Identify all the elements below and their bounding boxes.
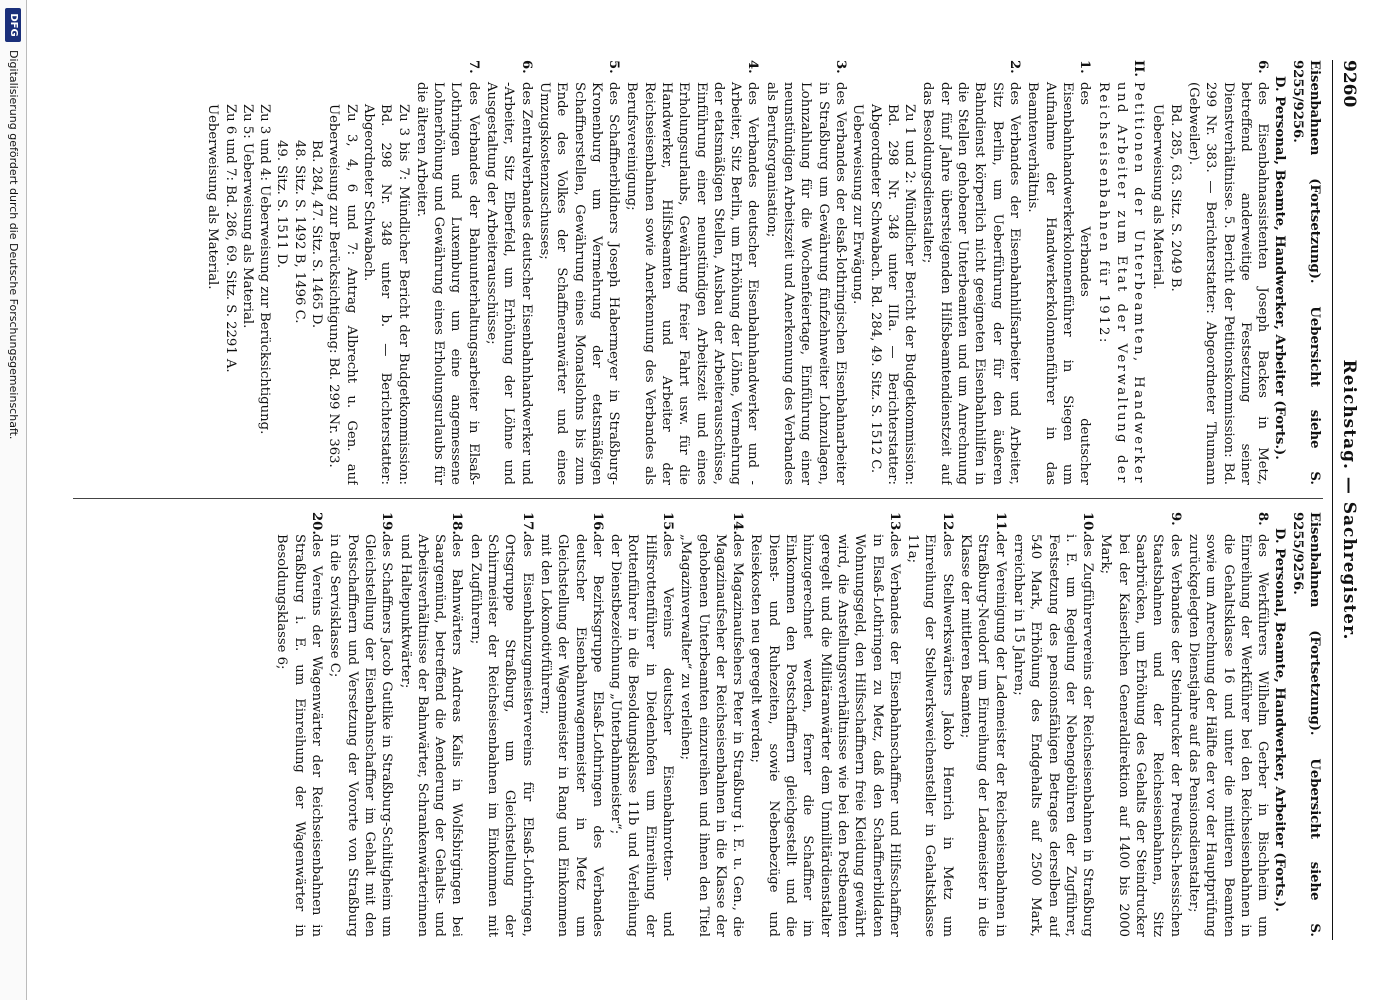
list-item: 20. des Vereins der Wagenwärter der Reichseisenbahnen in Straßburg i. E. um Einreihung der Wagenwärter in Besoldungsklasse 6;	[274, 512, 325, 937]
section-ii-title: II. Petitionen der Unterbeamten, Handwerker und Arbeiter zum Etat der Verwaltung der Reichseisenbahnen für 1912:	[1096, 60, 1147, 485]
section-heading: Eisenbahnen (Fortsetzung). Uebersicht siehe S. 9255/9256.	[1289, 512, 1322, 937]
right-column	[63, 512, 1323, 937]
list-item: 12. des Stellwerkswärters Jakob Henrich in Metz um Einreihung der Stellwerksweichensteller in Gehaltsklasse 11a;	[905, 512, 955, 937]
section-heading: Eisenbahnen (Fortsetzung). Uebersicht siehe S. 9255/9256.	[1289, 60, 1322, 485]
list-item: 13. des Verbandes der Eisenbahnschaffner und Hilfsschaffner in Elsaß-Lothringen zu Metz, daß den Schaffnerbildaten Wohnungsgeld, den Hilfsschaffnern freie Kleidung gewährt wird, die Anstellungsverhältnisse wie bei den Postbeamten geregelt und die Militäranwärter dem Unmilitärdienstalter hinzugerechnet werden, ferner die Schaffner im Einkommen den Postschaffnern gleichgestellt und die Dienst- und Ruhezeiten, sowie Nebenbezüge und Reisekosten neu geregelt werden;	[748, 512, 902, 937]
list-item: 5. des Schaffnerbildners Joseph Habermeyer in Straßburg-Kronenburg um Vermehrung der etatsmäßigen Schaffnerstellen, Gewährung eines Monatslohns bis zum Ende des Volkes der Schaffneranwärter und eines Umzugskostenzuschusses;	[536, 60, 622, 485]
scanned-page	[33, 60, 1363, 940]
reference: Bd. 285, 63. Sitz. S. 2049 B.	[1167, 104, 1183, 292]
section-subheading: D. Personal, Beamte, Handwerker, Arbeiter (Forts.).	[1272, 528, 1288, 912]
decision: Ueberweisung zur Erwägung.	[850, 104, 866, 305]
funding-note: Digitalisierung gefördert durch die Deutsche Forschungsgemeinschaft.	[7, 50, 20, 440]
page-number: 9260	[1339, 60, 1359, 108]
list-item: 19. des Schaffners Jacob Gutlike in Straßburg-Schiltigheim um Gleichstellung der Eisenbahnschaffner im Gehalt mit den Postschaffnern und Versetzung der Vororte von Straßburg in die Servisklasse C;	[327, 512, 395, 937]
reference: 49. Sitz. S. 1511 D.	[274, 140, 290, 269]
funding-footer	[0, 0, 27, 1000]
list-item: 14. des Magazinaufsehers Peter in Straßburg i. E. u. Gen., die Magazinaufseher der Reichseisenbahnen in die Klasse der gehobenen Unterbeamten einzureihen und ihnen den Titel „Magazinverwalter“ zu verleihen;	[678, 512, 746, 937]
reference: Zu 3 bis 7: Mündlicher Bericht der Budgetkommission: Bd. 298 Nr. 348 unter b. — Berichterstatter: Abgeordneter Schwabach.	[360, 104, 411, 485]
reference: Zu 3, 4, 6 und 7: Antrag Albrecht u. Gen. auf Ueberweisung zur Berücksichtigung: Bd. 299 Nr. 363.	[326, 104, 359, 485]
decision: Ueberweisung als Material.	[1150, 104, 1166, 290]
list-item: 15. des Vereins deutscher Eisenbahnrotten- und Hilfsrottenführer in Diedenhofen um Einreihung der Rottenführer in die Besoldungsklasse 11b und Verleihung der Dienstbezeichnung „Unterbahnmeister“;	[608, 512, 676, 937]
reference: Zu 1 und 2: Mündlicher Bericht der Budgetkommission: Bd. 298 Nr. 348 unter IIIa. — Berichterstatter: Abgeordneter Schwabach. Bd. 284, 49. Sitz. S. 1512 C.	[867, 104, 918, 485]
dfg-logo: DFG	[5, 8, 21, 42]
list-item: 6. des Zentralverbandes deutscher Eisenbahnhandwerker und -Arbeiter, Sitz Elberfeld, um Erhöhung der Löhne und Ausgestaltung der Arbeiterausschüsse;	[484, 60, 534, 485]
list-item: 8. des Werkführers Wilhelm Gerber in Bischheim um Einreihung der Werkführer bei den Reichseisenbahnen in die Gehaltsklasse 16 und unter die mittleren Beamten sowie um Anrechnung der Hälfte der vor der Hauptprüfung zurückgelegten Dienstjahre auf das Pensionsdienstalter;	[1185, 512, 1271, 937]
list-item: 1. des Verbandes deutscher Eisenbahnhandwerkerkolonnenführer in Siegen um Aufnahme der Handwerkerkolonnenführer in das Beamtenverhältnis.	[1025, 60, 1093, 485]
list-item: 2. des Verbandes der Eisenbahnhilfsarbeiter und Arbeiter, Sitz Berlin, um Ueberführung der für den äußeren Bahndienst körperlich nicht geeigneten Eisenbahnhilfen in die Stellen gehobener Unterbeamten und um Anrechnung der fünf Jahre übersteigenden Hilfsbeamtendienstzeit auf das Besoldungsdienstalter;	[920, 60, 1022, 485]
list-item: 7. des Verbandes der Bahnunterhaltungsarbeiter in Elsaß-Lothringen und Luxemburg um eine angemessene Lohnerhöhung und Gewährung eines Erholungsurlaubs für die älteren Arbeiter.	[413, 60, 481, 485]
reference: 48. Sitz. S. 1492 B, 1496 C.	[291, 140, 307, 324]
running-head	[1333, 60, 1363, 940]
list-item: 11. der Vereinigung der Lademeister der Reichseisenbahnen in Straßburg-Neudorf um Einreihung der Lademeister in die Klasse der mittleren Beamten;	[958, 512, 1008, 937]
decision: Ueberweisung als Material.	[205, 104, 221, 290]
list-item: 10. des Zugführervereins der Reichseisenbahnen in Straßburg i. E. um Regelung der Nebengebühren der Zugführer, Festsetzung des pensionsfähigen Betrages derselben auf 540 Mark, Erhöhung des Endgehalts auf 2500 Mark, erreichbar in 15 Jahren;	[1010, 512, 1096, 937]
decision: Zu 3 und 4: Ueberweisung zur Berücksichtigung.	[257, 104, 273, 435]
section-subheading: D. Personal, Beamte, Handwerker, Arbeiter (Forts.).	[1272, 76, 1288, 460]
reference: Bd. 284, 47. Sitz. S. 1465 D.	[309, 140, 325, 329]
decision: Zu 6 und 7: Bd. 286, 69. Sitz. S. 2291 A.	[222, 104, 238, 373]
list-item: 6. des Eisenbahnassistenten Joseph Backes in Metz, betreffend anderweitige Festsetzung seiner Dienstverhältnisse. 5. Bericht der Petitionskommission: Bd. 299 Nr. 383. — Berichterstatter: Abgeordneter Thumann (Gebweiler).	[1185, 60, 1271, 485]
list-item: 18. des Bahnwärters Andreas Kalis in Wolfsbirgingen bei Saargemünd, betreffend die Aenderung der Gehalts- und Arbeitsverhältnisse der Bahnwärter, Schrankenwärterinnen und Haltepunktwärter;	[397, 512, 465, 937]
list-item: 17. des Eisenbahnzugmeistervereins für Elsaß-Lothringen, Ortsgruppe Straßburg, um Gleichstellung der Schirrmeister der Reichseisenbahnen im Einkommen mit den Zugführern;	[467, 512, 535, 937]
header-rule	[1332, 60, 1333, 940]
list-item: 3. des Verbandes der elsaß-lothringischen Eisenbahnarbeiter in Straßburg um Gewährung fünfzehnweiter Lohnzulagen, Lohnzahlung für die Wochenfeiertage, Einführung einer neunstündigen Arbeitszeit und Anerkennung des Verbandes als Berufsorganisation;	[763, 60, 848, 485]
running-title: Reichstag. — Sachregister.	[1339, 359, 1359, 641]
decision: Zu 5: Ueberweisung als Material.	[239, 104, 255, 329]
column-separator	[73, 498, 1323, 499]
list-item: 16. der Bezirksgruppe Elsaß-Lothringen des Verbandes deutscher Eisenbahnwagenmeister in Metz um Gleichstellung der Wagenmeister in Rang und Einkommen mit den Lokomotivführern;	[537, 512, 605, 937]
list-item: 9. des Verbandes der Steindrucker der Preußisch-hessischen Staatsbahnen und der Reichseisenbahnen, Sitz Saarbrücken, um Erhöhung des Gehalts der Steindrucker bei der Kaiserlichen Generaldirektion auf 1400 bis 2000 Mark;	[1098, 512, 1183, 937]
list-item: 4. des Verbandes deutscher Eisenbahnhandwerker und -Arbeiter, Sitz Berlin, um Erhöhung der Löhne, Vermehrung der etatsmäßigen Stellen, Ausbau der Arbeiterausschüsse, Einführung einer neunstündigen Arbeitszeit und eines Erholungsurlaubs, Gewährung freier Fahrt usw. für die Handwerker, Hilfsbeamten und Arbeiter der Reichseisenbahnen sowie Anerkennung des Verbandes als Berufsvereinigung;	[624, 60, 761, 485]
left-column	[63, 60, 1323, 485]
